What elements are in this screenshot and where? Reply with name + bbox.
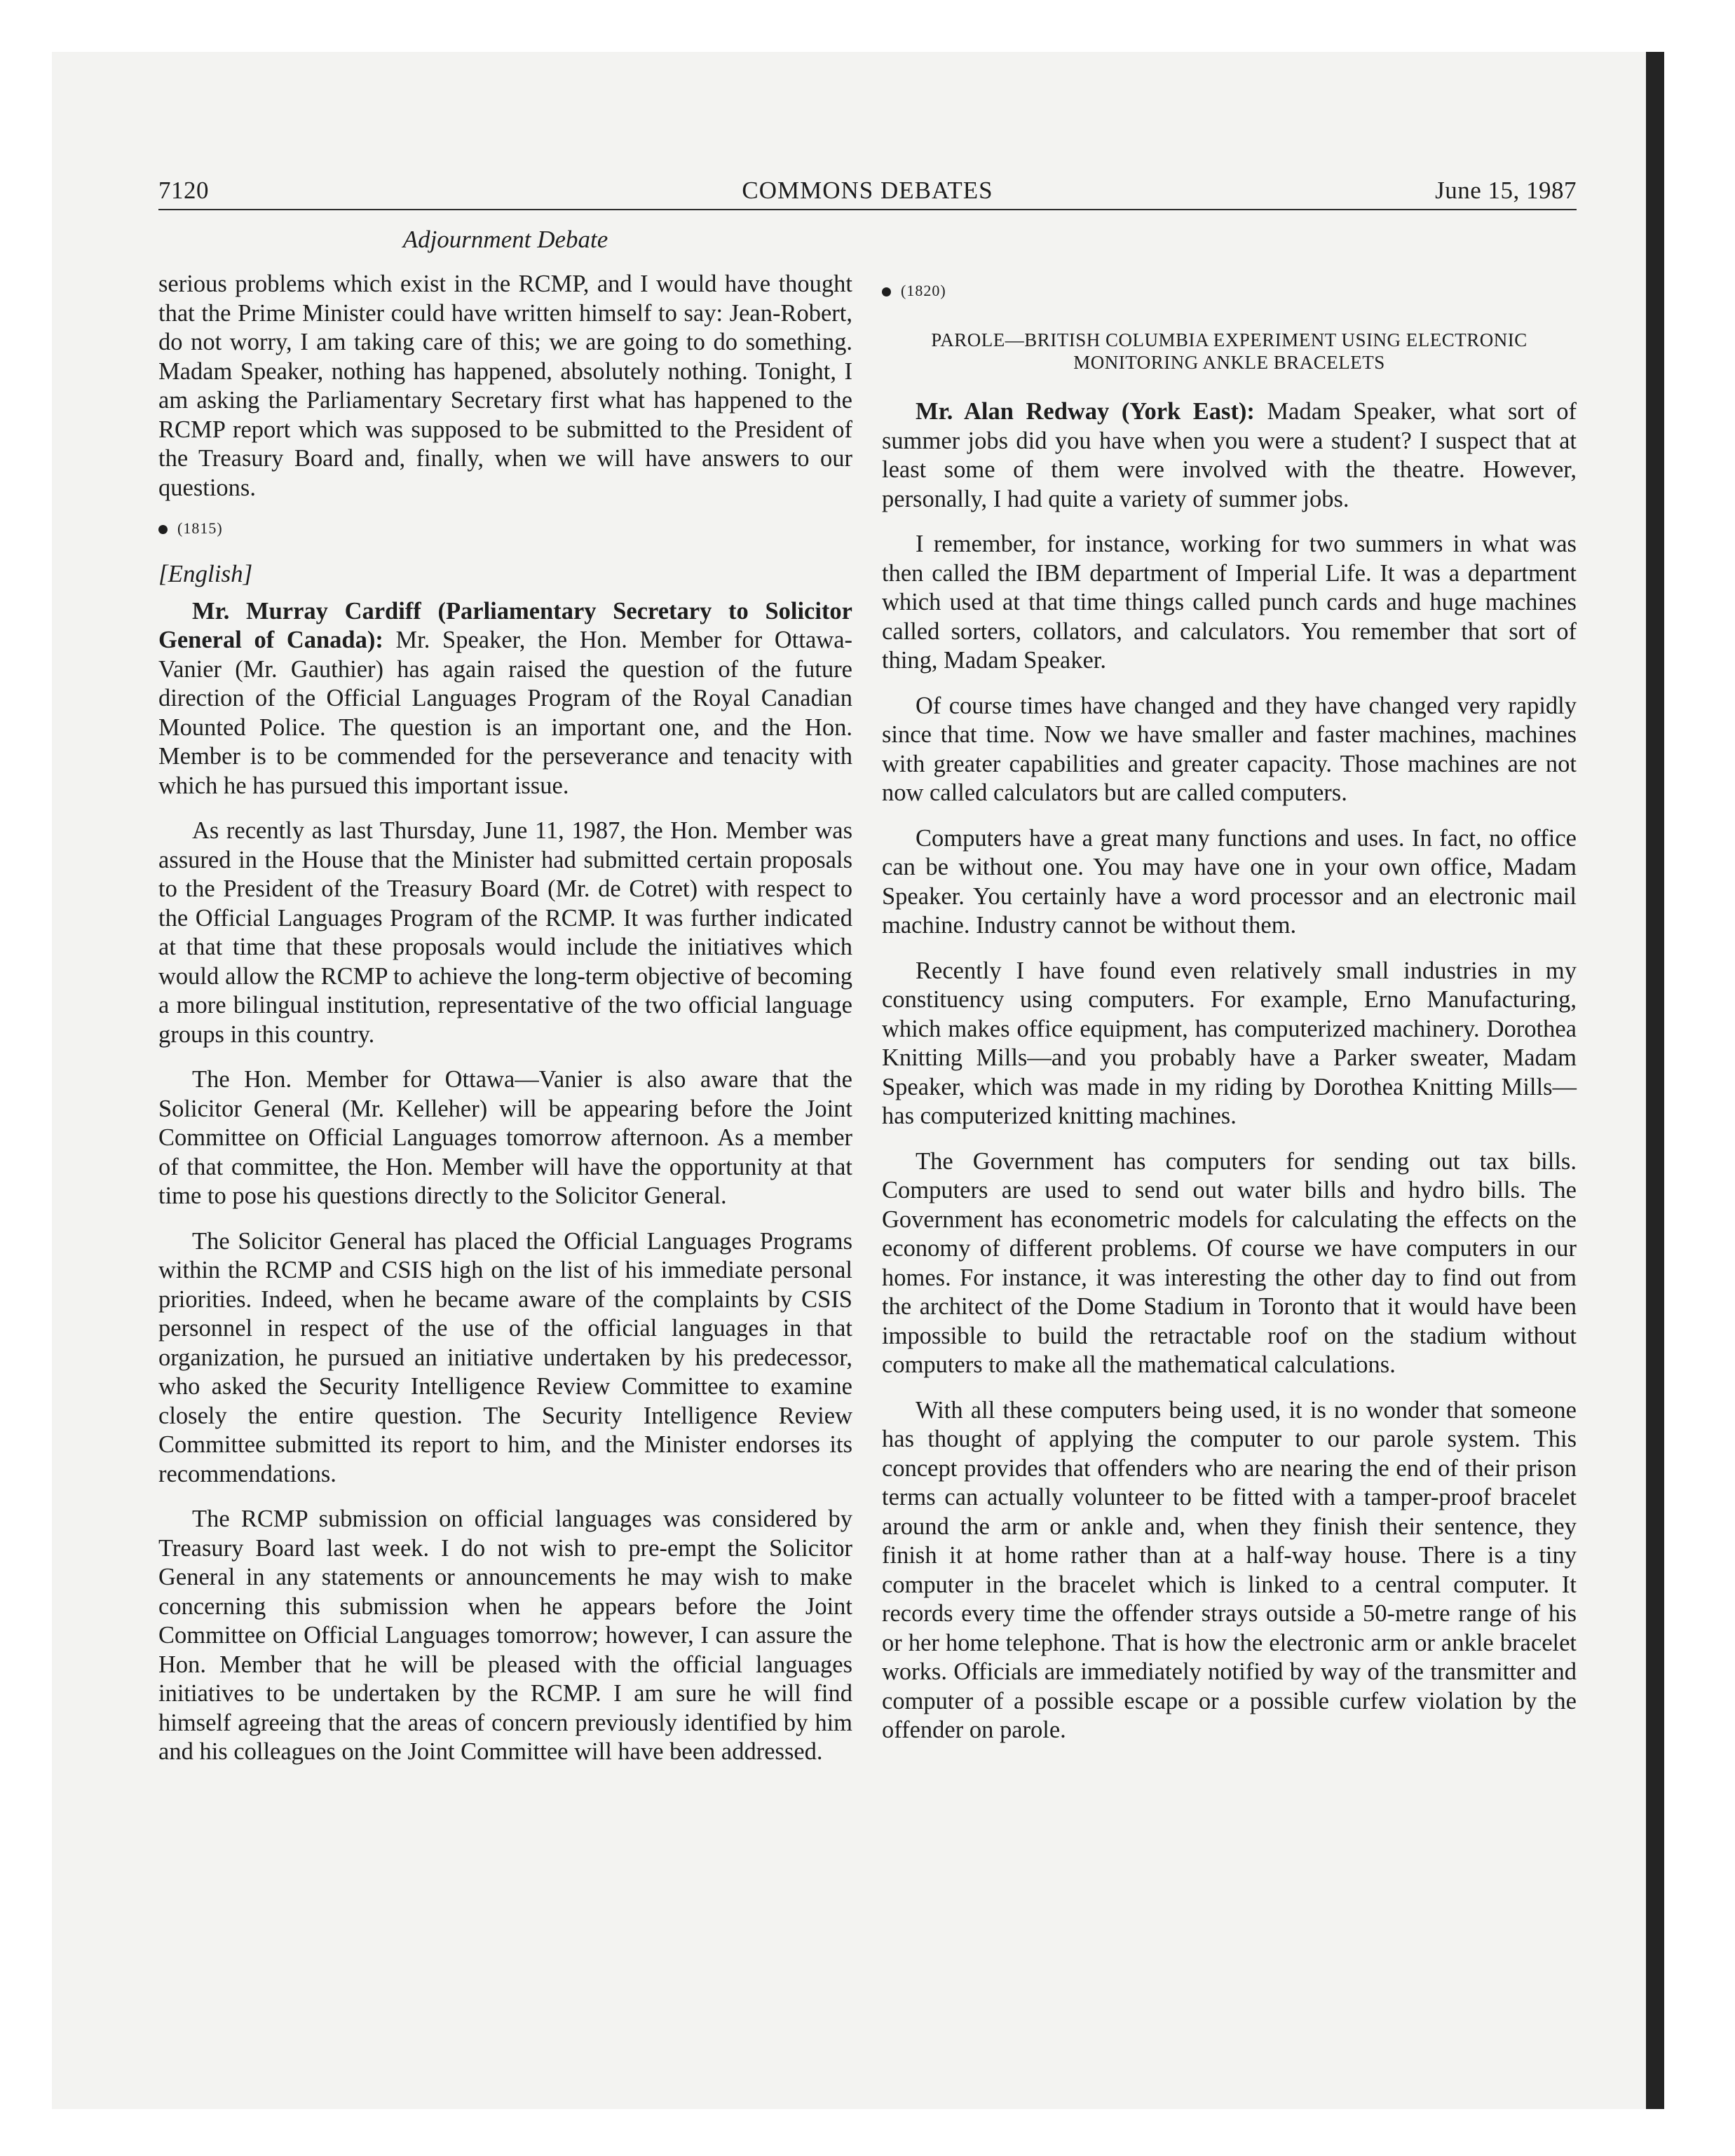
bullet-dot-icon bbox=[158, 525, 168, 534]
time-marker-text: (1815) bbox=[177, 519, 223, 537]
paragraph-text: Mr. Speaker, the Hon. Member for Ottawa-Vanier (Mr. Gauthier) has again raised the question of the future direction of the Official Languages Program of the Royal Canadian Mounted Police. The question is an important one, and the Hon. Member is to be commended for the perseverance and tenacity with which he has pursued this important issue. bbox=[158, 627, 853, 799]
paragraph: The Solicitor General has placed the Official Languages Programs within the RCMP and CSIS high on the list of his immediate personal priorities. Indeed, when he became aware of the complaints by CSIS personnel in respect of the use of the official languages in that organization, he pursued an initiative undertaken by his predecessor, who asked the Security Intelligence Review Committee to examine closely the entire question. The Security Intelligence Review Committee submitted its report to him, and the Minister endorses its recommendations. bbox=[158, 1227, 852, 1487]
paragraph-cardiff bbox=[158, 597, 852, 801]
section-subheading: Adjournment Debate bbox=[402, 226, 608, 253]
scan-edge-shadow bbox=[1646, 52, 1664, 2109]
section-heading: PAROLE—BRITISH COLUMBIA EXPERIMENT USING ELECTRONIC MONITORING ANKLE BRACELETS bbox=[931, 329, 1528, 373]
right-column bbox=[882, 270, 1577, 1761]
left-column bbox=[158, 270, 852, 1783]
paragraph-text: Madam Speaker, what sort of summer jobs did you have when you were a student? I suspect that at least some of them were involved with the theatre. However, personally, I had quite a variety of summer jobs. bbox=[882, 398, 1577, 512]
language-tag: [English] bbox=[158, 560, 253, 587]
time-marker-text: (1820) bbox=[901, 282, 946, 299]
paragraph-intro: serious problems which exist in the RCMP, and I would have thought that the Prime Minister could have written himself to say: Jean-Robert, do not worry, I am taking care of this; we are going to do something. Madam Speaker, nothing has happened, absolutely nothing. Tonight, I am asking the Parliamentary Secretary first what has happened to the RCMP report which was supposed to be submitted to the President of the Treasury Board and, finally, when we will have answers to our questions. bbox=[158, 271, 852, 501]
paragraph: Computers have a great many functions and uses. In fact, no office can be without one. You may have one in your own office, Madam Speaker. You certainly have a word processor and an electronic mail machine. Industry cannot be without them. bbox=[882, 824, 1577, 939]
paragraph: The Government has computers for sending out tax bills. Computers are used to send out water bills and hydro bills. The Government has econometric models for calculating the effects on the economy of different problems. Of course we have computers in our homes. For instance, it was interesting the other day to find out from the architect of the Dome Stadium in Toronto that it would have been impossible to build the retractable roof on the stadium without computers to make all the mathematical calculations. bbox=[882, 1147, 1577, 1378]
speaker-name: Mr. Alan Redway (York East): bbox=[916, 398, 1255, 425]
paragraph: The RCMP submission on official languages was considered by Treasury Board last week. I do not wish to pre-empt the Solicitor General in any statements or announcements he may wish to make concerning this submission when he appears before the Joint Committee on Official Languages tomorrow; however, I can assure the Hon. Member that he will be pleased with the official languages initiatives to be undertaken by the RCMP. I am sure he will find himself agreeing that the areas of concern previously identified by him and his colleagues on the Joint Committee will have been addressed. bbox=[158, 1506, 852, 1765]
paragraph: The Hon. Member for Ottawa—Vanier is also aware that the Solicitor General (Mr. Kelleher) will be appearing before the Joint Committee on Official Languages tomorrow afternoon. As a member of that committee, the Hon. Member will have the opportunity at that time to pose his questions directly to the Solicitor General. bbox=[158, 1066, 852, 1209]
journal-title: COMMONS DEBATES bbox=[742, 177, 993, 204]
page-number: 7120 bbox=[158, 177, 209, 204]
time-marker bbox=[158, 519, 852, 538]
paragraph: Of course times have changed and they have changed very rapidly since that time. Now we have smaller and faster machines, machines with greater capabilities and greater capacity. Those machines are not now called calculators but are called computers. bbox=[882, 692, 1577, 806]
paragraph: As recently as last Thursday, June 11, 1987, the Hon. Member was assured in the House that the Minister had submitted certain proposals to the President of the Treasury Board (Mr. de Cotret) with respect to the Official Languages Program of the RCMP. It was further indicated at that time that these proposals would include the initiatives which would allow the RCMP to achieve the long-term objective of becoming a more bilingual institution, representative of the two official language groups in this country. bbox=[158, 817, 852, 1048]
bullet-dot-icon bbox=[882, 287, 891, 296]
issue-date: June 15, 1987 bbox=[1435, 177, 1577, 204]
speaker-name: Mr. Murray Cardiff (Parliamentary Secretary to Solicitor General of Canada): bbox=[158, 597, 852, 653]
page-header bbox=[158, 177, 1577, 210]
paragraph-redway bbox=[882, 397, 1577, 514]
paragraph: Recently I have found even relatively small industries in my constituency using computers. For example, Erno Manufacturing, which makes office equipment, has computerized machinery. Dorothea Knitting Mills—and you probably have a Parker sweater, Madam Speaker, which was made in my riding by Dorothea Knitting Mills—has computerized knitting machines. bbox=[882, 957, 1577, 1129]
time-marker bbox=[882, 281, 1577, 301]
paragraph: With all these computers being used, it is no wonder that someone has thought of applying the computer to our parole system. This concept provides that offenders who are nearing the end of their prison terms can actually volunteer to be fitted with a tamper-proof bracelet around the arm or ankle and, when they finish their sentence, they finish it at home rather than at a half-way house. There is a tiny computer in the bracelet which is linked to a central computer. It records every time the offender strays outside a 50-metre range of his or her home telephone. That is how the electronic arm or ankle bracelet works. Officials are immediately notified by way of the transmitter and computer of a possible escape or a possible curfew violation by the offender on parole. bbox=[882, 1396, 1577, 1743]
paragraph: I remember, for instance, working for two summers in what was then called the IBM department of Imperial Life. It was a department which used at that time things called punch cards and huge machines called sorters, collators, and calculators. You remember that sort of thing, Madam Speaker. bbox=[882, 531, 1577, 674]
